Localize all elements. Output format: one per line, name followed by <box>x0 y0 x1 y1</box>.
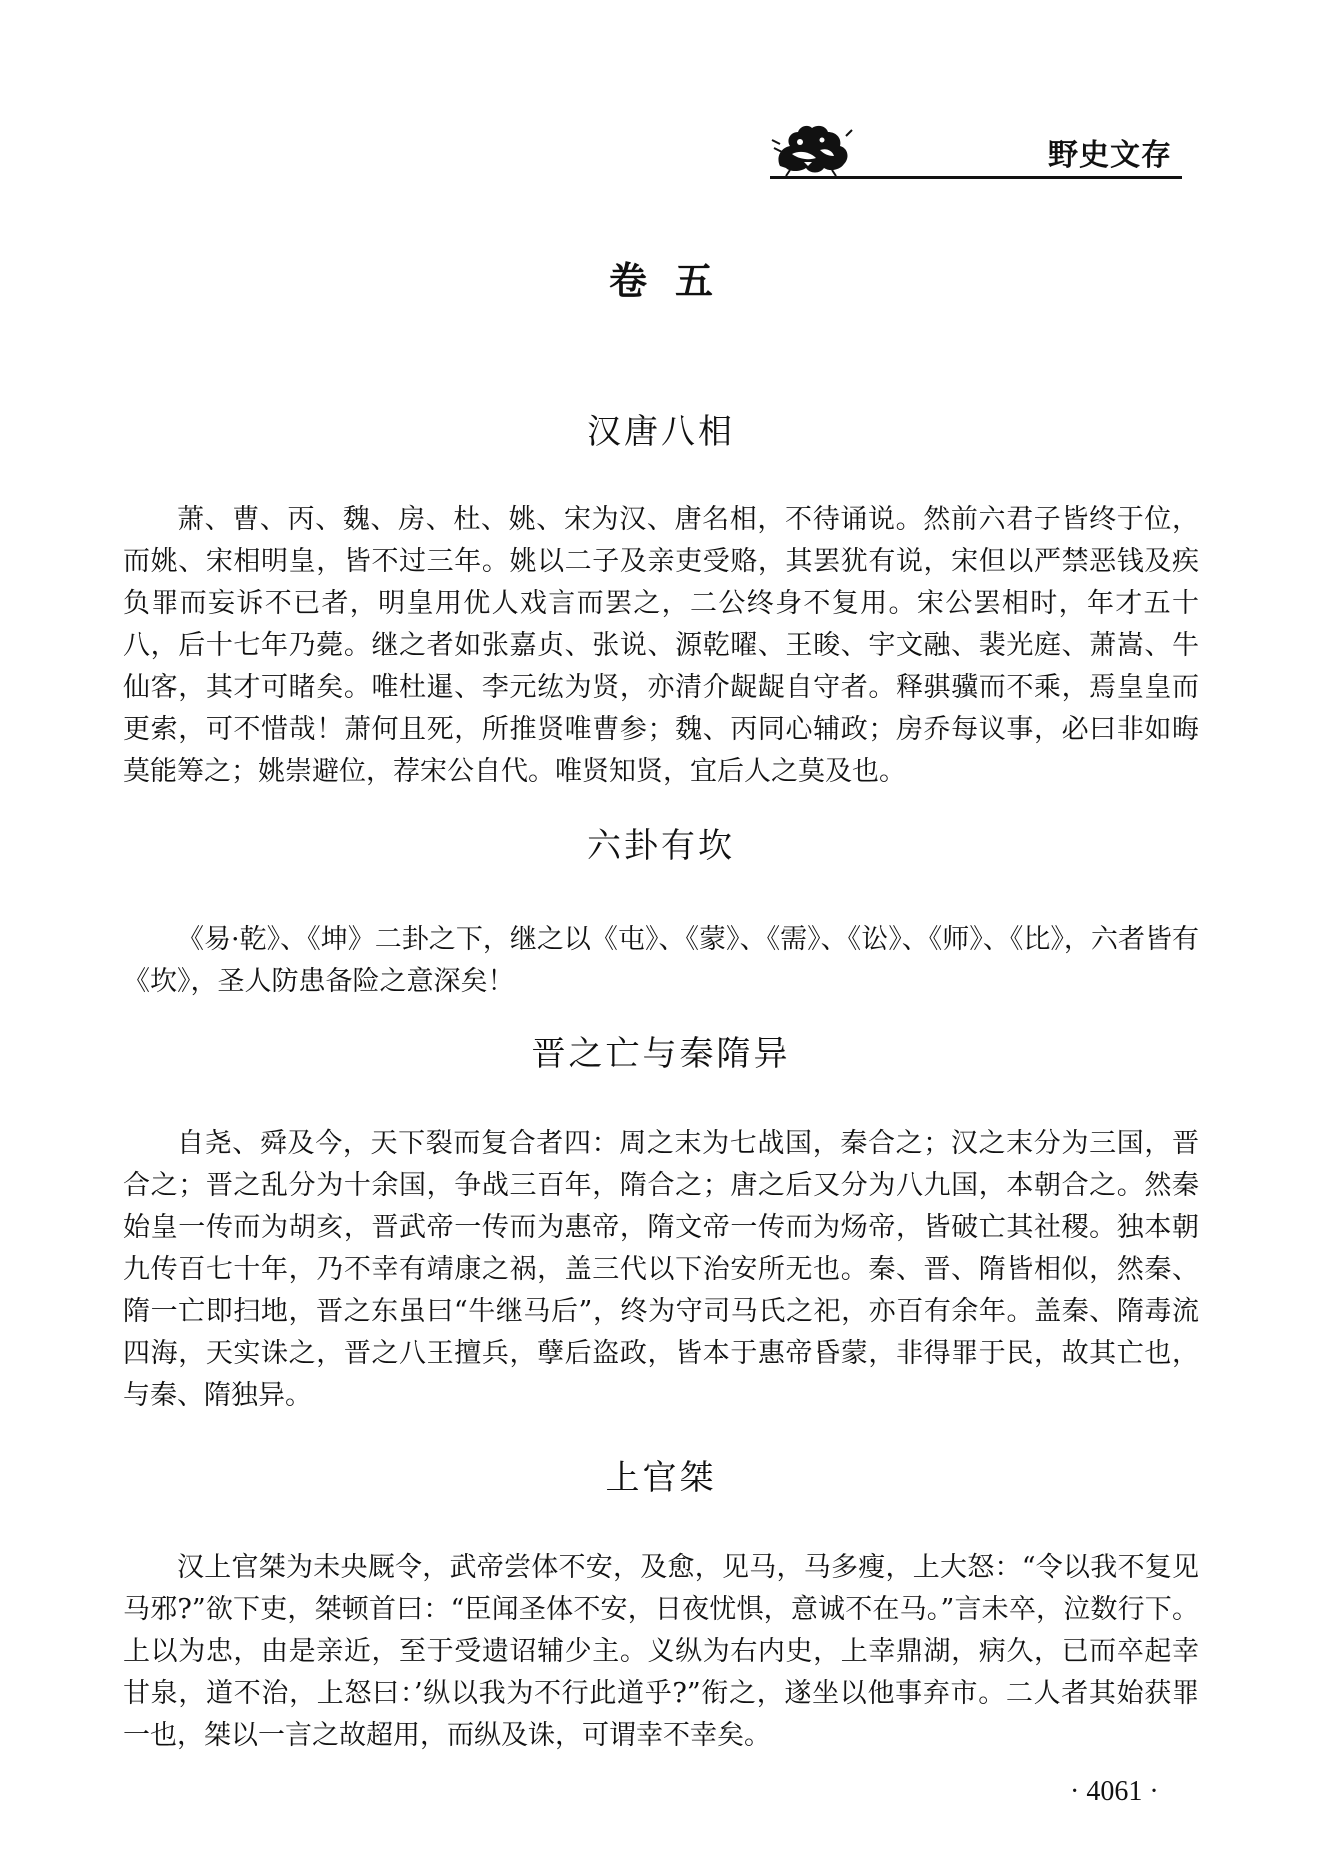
section-heading: 上官桀 <box>605 1458 717 1498</box>
section-liu-gua-you-kan <box>0 818 1322 1003</box>
section-shang-guan-jie <box>0 1450 1322 1757</box>
section-heading: 六卦有坎 <box>587 826 735 866</box>
section-jin-zhi-wang <box>0 1026 1322 1417</box>
section-han-tang-ba-xiang <box>0 404 1322 793</box>
series-title: 野史文存 <box>1048 138 1172 173</box>
section-body: 萧、曹、丙、魏、房、杜、姚、宋为汉、唐名相，不待诵说。然前六君子皆终于位，而姚、宋相明皇，皆不过三年。姚以二子及亲吏受赂，其罢犹有说，宋但以严禁恶钱及疾负罪而妄诉不已者，明皇用优人戏言而罢之，二公终身不复用。宋公罢相时，年才五十八，后十七年乃薨。继之者如张嘉贞、张说、源乾曜、王晙、宇文融、裴光庭、萧嵩、牛仙客，其才可睹矣。唯杜暹、李元纮为贤，亦清介龊龊自守者。释骐骥而不乘，焉皇皇而更索，可不惜哉！萧何且死，所推贤唯曹参；魏、丙同心辅政；房乔每议事，必曰非如晦莫能筹之；姚崇避位，荐宋公自代。唯贤知贤，宜后人之莫及也。 <box>123 504 1199 787</box>
section-body: 《易·乾》、《坤》二卦之下，继之以《屯》、《蒙》、《需》、《讼》、《师》、《比》，六者皆有《坎》，圣人防患备险之意深矣！ <box>123 924 1199 997</box>
dragon-icon <box>770 118 854 178</box>
running-header <box>770 118 1182 180</box>
page-number: · 4061 · <box>1070 1776 1159 1807</box>
volume-title: 卷五 <box>608 259 741 303</box>
section-heading: 晋之亡与秦隋异 <box>531 1034 791 1074</box>
section-heading: 汉唐八相 <box>587 412 735 452</box>
section-body: 汉上官桀为未央厩令，武帝尝体不安，及愈，见马，马多瘦，上大怒：“令以我不复见马邪?”欲下吏，桀顿首曰：“臣闻圣体不安，日夜忧惧，意诚不在马。”言未卒，泣数行下。上以为忠，由是亲近，至于受遗诏辅少主。义纵为右内史，上幸鼎湖，病久，已而卒起幸甘泉，道不治，上怒曰：’纵以我为不行此道乎?”衔之，遂坐以他事弃市。二人者其始获罪一也，桀以一言之故超用，而纵及诛，可谓幸不幸矣。 <box>123 1552 1199 1751</box>
header-rule <box>770 176 1182 179</box>
section-body: 自尧、舜及今，天下裂而复合者四：周之末为七战国，秦合之；汉之末分为三国，晋合之；晋之乱分为十余国，争战三百年，隋合之；唐之后又分为八九国，本朝合之。然秦始皇一传而为胡亥，晋武帝一传而为惠帝，隋文帝一传而为炀帝，皆破亡其社稷。独本朝九传百七十年，乃不幸有靖康之祸，盖三代以下治安所无也。秦、晋、隋皆相似，然秦、隋一亡即扫地，晋之东虽曰“牛继马后”，终为守司马氏之祀，亦百有余年。盖秦、隋毒流四海，天实诛之，晋之八王擅兵，孽后盗政，皆本于惠帝昏蒙，非得罪于民，故其亡也，与秦、隋独异。 <box>123 1128 1199 1411</box>
